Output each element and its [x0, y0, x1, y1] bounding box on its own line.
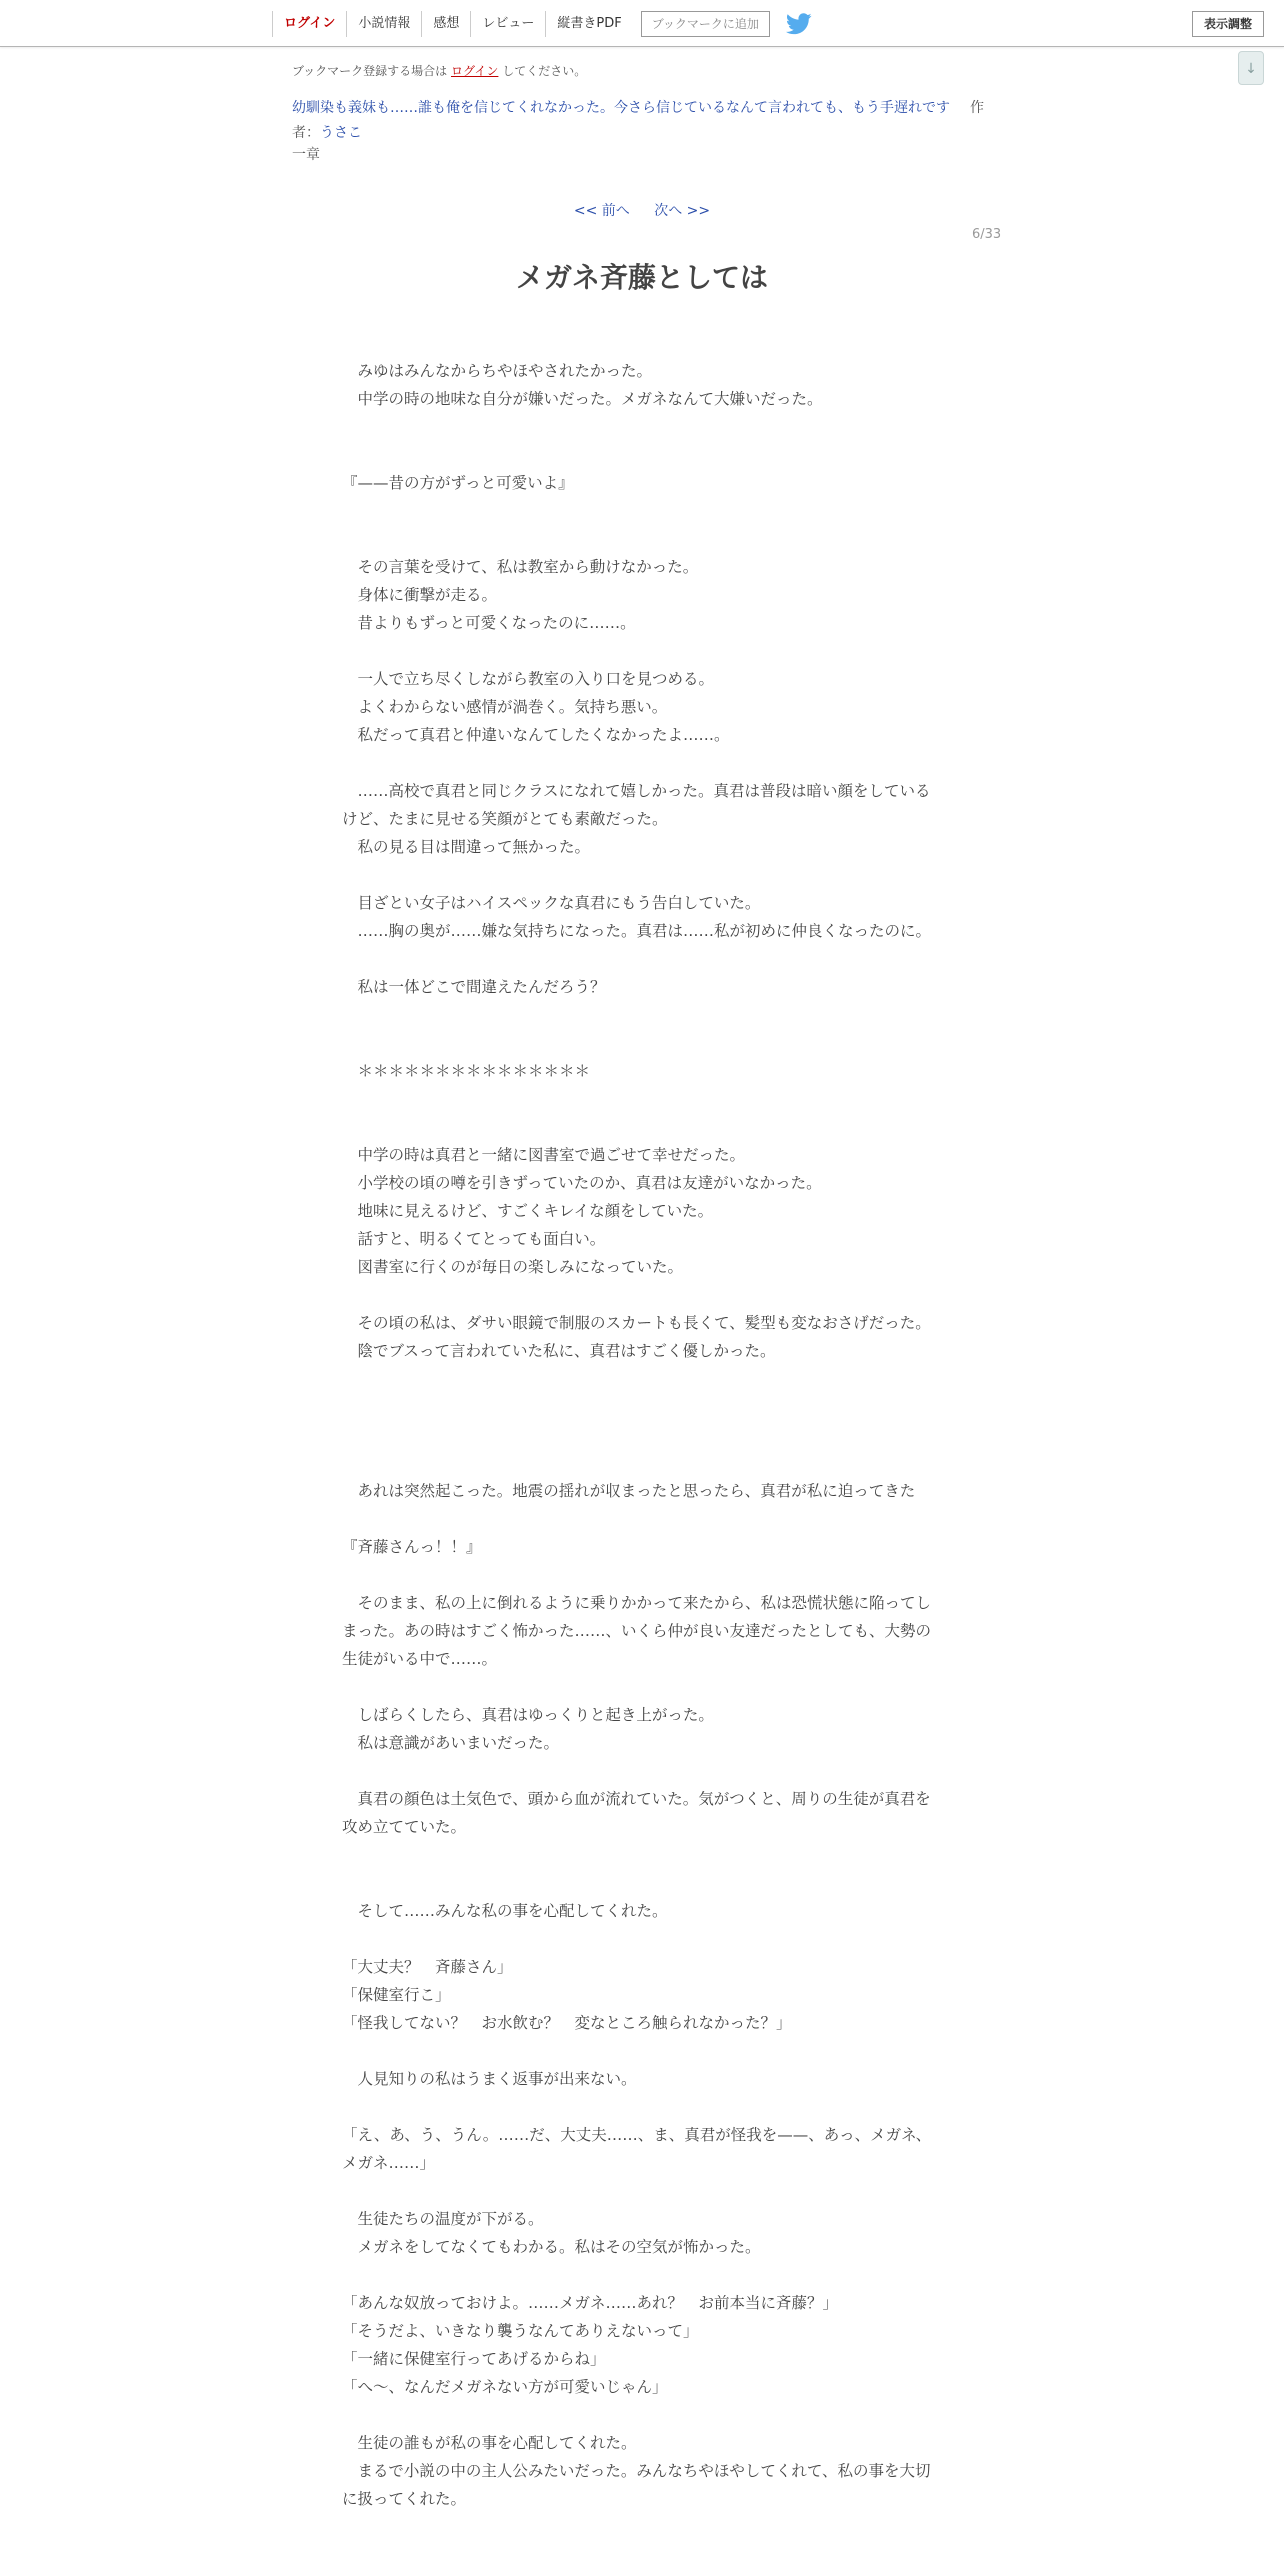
- blank-line: [342, 1449, 942, 1477]
- body-line: よくわからない感情が渦巻く。気持ち悪い。: [342, 698, 668, 716]
- body-line: ……高校で真君と同じクラスになれて嬉しかった。真君は普段は暗い顔をしているけど、たまに見せる笑顔がとても素敵だった。: [342, 782, 931, 828]
- bookmark-login-note: [292, 62, 586, 79]
- novel-title-link[interactable]: 幼馴染も義妹も……誰も俺を信じてくれなかった。今さら信じているなんて言われても、もう手遅れです: [292, 100, 950, 116]
- body-line: 『——昔の方がずっと可愛いよ』: [342, 474, 574, 492]
- body-line: メガネをしてなくてもわかる。私はその空気が怖かった。: [342, 2238, 761, 2256]
- nav-review[interactable]: レビュー: [470, 11, 545, 37]
- blank-line: [342, 1085, 942, 1113]
- bookmark-note-prefix: ブックマーク登録する場合は: [292, 64, 448, 78]
- author-label: 作者：: [292, 100, 984, 141]
- body-line: 私だって真君と仲違いなんてしたくなかったよ……。: [342, 726, 730, 744]
- body-line: 生徒の誰もが私の事を心配してくれた。: [342, 2434, 637, 2452]
- header-nav: [272, 10, 812, 38]
- body-line: 地味に見えるけど、すごくキレイな顔をしていた。: [342, 1202, 714, 1220]
- body-line: ……胸の奥が……嫌な気持ちになった。真君は……私が初めに仲良くなったのに。: [342, 922, 932, 940]
- body-line: その言葉を受けて、私は教室から動けなかった。: [342, 558, 699, 576]
- body-line: 「あんな奴放っておけよ。……メガネ……あれ？ お前本当に斉藤？」: [342, 2294, 839, 2312]
- bookmark-note-login-link[interactable]: ログイン: [451, 64, 499, 78]
- body-line: みゆはみんなからちやほやされたかった。: [342, 362, 653, 380]
- body-line: 私は一体どこで間違えたんだろう？: [342, 978, 606, 996]
- blank-line: [342, 441, 942, 469]
- prev-episode-link[interactable]: << 前へ: [573, 203, 630, 219]
- body-line: 真君の顔色は土気色で、頭から血が流れていた。気がつくと、周りの生徒が真君を攻め立てていた。: [342, 1790, 931, 1836]
- body-line: あれは突然起こった。地震の揺れが収まったと思ったら、真君が私に迫ってきた: [342, 1482, 916, 1500]
- blank-line: [342, 1029, 942, 1057]
- episode-pager: [0, 200, 1284, 220]
- body-line: ＊＊＊＊＊＊＊＊＊＊＊＊＊＊＊: [342, 1062, 591, 1080]
- scroll-down-button[interactable]: ↓: [1238, 51, 1264, 85]
- nav-login[interactable]: ログイン: [272, 11, 346, 37]
- novel-body-text: [342, 357, 942, 2513]
- blank-line: [342, 1925, 942, 1953]
- body-line: 話すと、明るくてとっても面白い。: [342, 1230, 606, 1248]
- chapter-title: 一章: [292, 147, 320, 163]
- body-line: 「へ〜、なんだメガネない方が可愛いじゃん」: [342, 2378, 668, 2396]
- author-link[interactable]: うさこ: [320, 125, 362, 141]
- blank-line: [342, 1841, 942, 1869]
- body-line: 『斉藤さんっ！！』: [342, 1538, 482, 1556]
- blank-line: [342, 1673, 942, 1701]
- blank-line: [342, 1393, 942, 1421]
- blank-line: [342, 637, 942, 665]
- body-line: 小学校の頃の噂を引きずっていたのか、真君は友達がいなかった。: [342, 1174, 822, 1192]
- body-line: そして……みんな私の事を心配してくれた。: [342, 1902, 668, 1920]
- next-episode-link[interactable]: 次へ >>: [654, 203, 711, 219]
- twitter-bird-icon[interactable]: [786, 13, 812, 35]
- body-line: 私は意識があいまいだった。: [342, 1734, 560, 1752]
- novel-info: [292, 96, 992, 146]
- blank-line: [342, 1421, 942, 1449]
- blank-line: [342, 1505, 942, 1533]
- body-line: 「一緒に保健室行ってあげるからね」: [342, 2350, 606, 2368]
- blank-line: [342, 945, 942, 973]
- body-line: そのまま、私の上に倒れるように乗りかかって来たから、私は恐慌状態に陥ってしまった。あの時はすごく怖かった……、いくら仲が良い友達だったとしても、大勢の生徒がいる中で……。: [342, 1594, 932, 1668]
- blank-line: [342, 749, 942, 777]
- body-line: 目ざとい女子はハイスペックな真君にもう告白していた。: [342, 894, 761, 912]
- blank-line: [342, 497, 942, 525]
- body-line: 陰でブスって言われていた私に、真君はすごく優しかった。: [342, 1342, 776, 1360]
- body-line: まるで小説の中の主人公みたいだった。みんなちやほやしてくれて、私の事を大切に扱ってくれた。: [342, 2462, 931, 2508]
- blank-line: [342, 1365, 942, 1393]
- body-line: 生徒たちの温度が下がる。: [342, 2210, 544, 2228]
- body-line: 「そうだよ、いきなり襲うなんてありえないって」: [342, 2322, 699, 2340]
- body-line: 図書室に行くのが毎日の楽しみになっていた。: [342, 1258, 684, 1276]
- bookmark-note-suffix: してください。: [502, 64, 587, 78]
- blank-line: [342, 2261, 942, 2289]
- body-line: 一人で立ち尽くしながら教室の入り口を見つめる。: [342, 670, 715, 688]
- blank-line: [342, 2401, 942, 2429]
- body-line: 中学の時は真君と一緒に図書室で過ごせて幸せだった。: [342, 1146, 746, 1164]
- top-header: [0, 0, 1284, 47]
- blank-line: [342, 2037, 942, 2065]
- blank-line: [342, 2093, 942, 2121]
- body-line: しばらくしたら、真君はゆっくりと起き上がった。: [342, 1706, 714, 1724]
- nav-novel-info[interactable]: 小説情報: [346, 11, 421, 37]
- blank-line: [342, 1001, 942, 1029]
- blank-line: [342, 861, 942, 889]
- blank-line: [342, 1281, 942, 1309]
- blank-line: [342, 1757, 942, 1785]
- body-line: 「え、あ、う、うん。……だ、大丈夫……、ま、真君が怪我を——、あっ、メガネ、メガネ……」: [342, 2126, 932, 2172]
- body-line: 中学の時の地味な自分が嫌いだった。メガネなんて大嫌いだった。: [342, 390, 823, 408]
- episode-count: 6/33: [972, 227, 1002, 242]
- body-line: 「保健室行こ」: [342, 1986, 451, 2004]
- body-line: 身体に衝撃が走る。: [342, 586, 498, 604]
- body-line: 「大丈夫？ 斉藤さん」: [342, 1958, 513, 1976]
- blank-line: [342, 525, 942, 553]
- body-line: 私の見る目は間違って無かった。: [342, 838, 591, 856]
- body-line: 人見知りの私はうまく返事が出来ない。: [342, 2070, 637, 2088]
- blank-line: [342, 1113, 942, 1141]
- display-settings-button[interactable]: 表示調整: [1192, 11, 1264, 37]
- blank-line: [342, 1869, 942, 1897]
- add-bookmark-button[interactable]: ブックマークに追加: [641, 11, 770, 37]
- nav-impressions[interactable]: 感想: [421, 11, 470, 37]
- blank-line: [342, 1561, 942, 1589]
- blank-line: [342, 413, 942, 441]
- blank-line: [342, 2177, 942, 2205]
- body-line: その頃の私は、ダサい眼鏡で制服のスカートも長くて、髪型も変なおさげだった。: [342, 1314, 931, 1332]
- nav-vertical-pdf[interactable]: 縦書きPDF: [545, 11, 632, 37]
- body-line: 昔よりもずっと可愛くなったのに……。: [342, 614, 636, 632]
- episode-title: メガネ斉藤としては: [515, 261, 768, 294]
- body-line: 「怪我してない？ お水飲む？ 変なところ触られなかった？」: [342, 2014, 792, 2032]
